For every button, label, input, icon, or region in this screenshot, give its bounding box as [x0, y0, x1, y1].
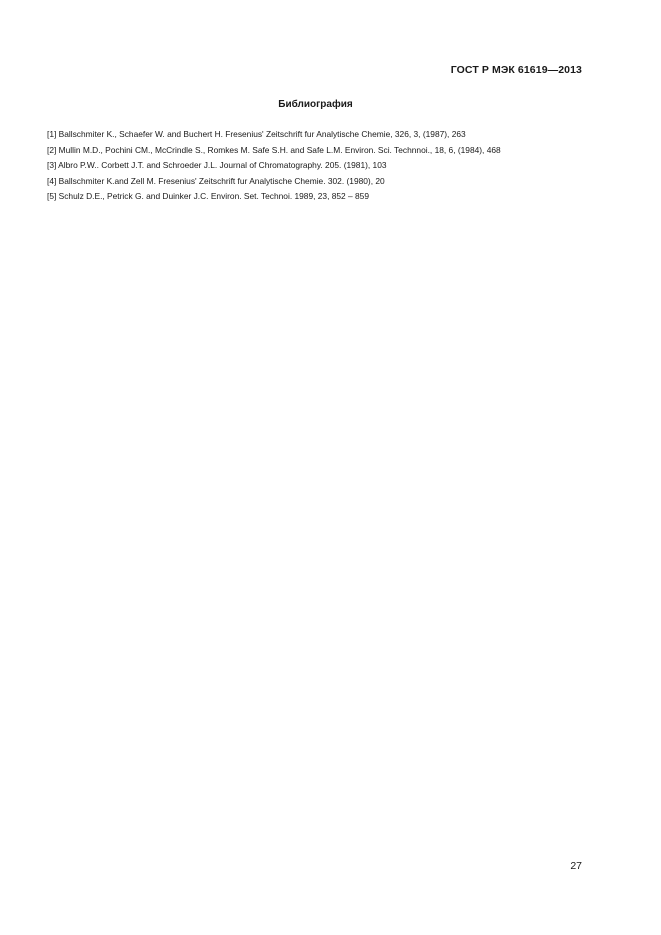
bibliography-title: Библиография: [278, 99, 353, 110]
reference-item: [2] Mullin M.D., Pochini CM., McCrindle S., Romkes M. Safe S.H. and Safe L.M. Environ. Sci. Technnoi., 18, 6, (1984), 468: [47, 144, 501, 155]
reference-item: [4] Ballschmiter K.and Zell M. Fresenius' Zeitschrift fur Analytische Chemie. 302. (1980), 20: [47, 175, 385, 186]
reference-list: [47, 127, 501, 205]
reference-item: [1] Ballschmiter K., Schaefer W. and Buchert H. Fresenius' Zeitschrift fur Analytische Chemie, 326, 3, (1987), 263: [47, 129, 466, 139]
reference-item: [3] Albro P.W.. Corbett J.T. and Schroeder J.L. Journal of Chromatography. 205. (1981), 103: [47, 160, 387, 170]
page-number: 27: [570, 860, 582, 872]
reference-item: [5] Schulz D.E., Petrick G. and Duinker J.C. Environ. Set. Technoi. 1989, 23, 852 – 859: [47, 191, 369, 201]
standard-designation: ГОСТ Р МЭК 61619—2013: [450, 64, 582, 76]
